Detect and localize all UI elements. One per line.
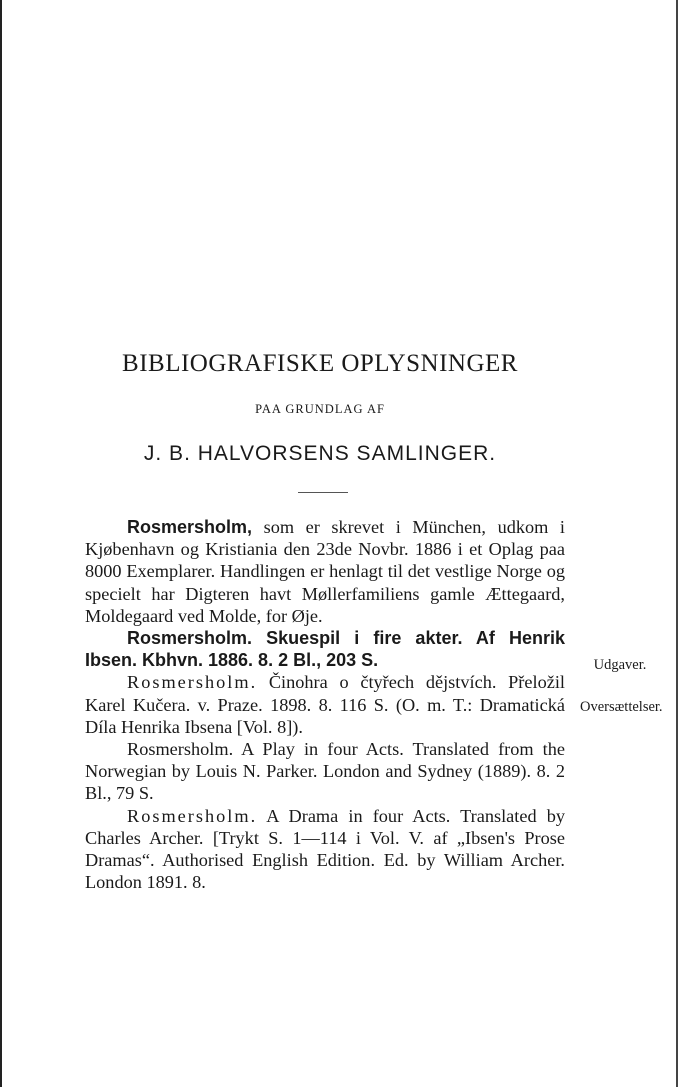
paragraph-archer-translation	[85, 805, 565, 894]
paragraph-first-edition	[85, 627, 565, 671]
subtitle: PAA GRUNDLAG AF	[255, 402, 385, 416]
czech-text: Činohra o čtyřech dějstvích. Přeložil Karel Kučera. v. Praze. 1898. 8. 116 S. (O. m. T.: Dramatická Díla Henrika Ibsena [Vol. 8]).	[85, 672, 565, 737]
czech-title: Rosmersholm.	[127, 672, 258, 693]
archer-text: A Drama in four Acts. Translated by Charles Archer. [Trykt S. 1—114 i Vol. V. af „Ibsen's Prose Dramas“. Authorised English Edition. Ed. by William Archer. London 1891. 8.	[85, 805, 565, 893]
collection-title: J. B. HALVORSENS SAMLINGER.	[143, 442, 497, 465]
divider-rule	[298, 492, 348, 493]
archer-title: Rosmersholm.	[127, 805, 258, 826]
margin-note-translations: Oversættelser.	[580, 699, 663, 715]
parker-title: Rosmersholm.	[127, 739, 234, 760]
margin-note-editions: Udgaver.	[593, 657, 647, 673]
first-edition-entry: Rosmersholm. Skuespil i fire akter. Af Henrik Ibsen. Kbhvn. 1886. 8. 2 Bl., 203 S.	[85, 628, 565, 671]
page-edge-left	[0, 0, 2, 1087]
paragraph-czech-translation	[85, 671, 565, 738]
paragraph-intro	[85, 516, 565, 627]
intro-text: som er skrevet i München, udkom i Kjøbenhavn og Kristiania den 23de Novbr. 1886 i et Oplag paa 8000 Exemplarer. Handlingen er henlagt til det vestlige Norge og specielt har Digteren havt Møllerfamiliens gamle Ættegaard, Moldegaard ved Molde, for Øje.	[85, 517, 565, 626]
parker-text: A Play in four Acts. Translated from the Norwegian by Louis N. Parker. London and Sydney (1889). 8. 2 Bl., 79 S.	[85, 739, 565, 804]
paragraph-parker-translation	[85, 738, 565, 805]
intro-title: Rosmersholm,	[127, 517, 253, 537]
main-title: BIBLIOGRAFISKE OPLYSNINGER	[122, 350, 518, 377]
body-text	[85, 516, 565, 893]
page-edge-right	[676, 0, 678, 1087]
